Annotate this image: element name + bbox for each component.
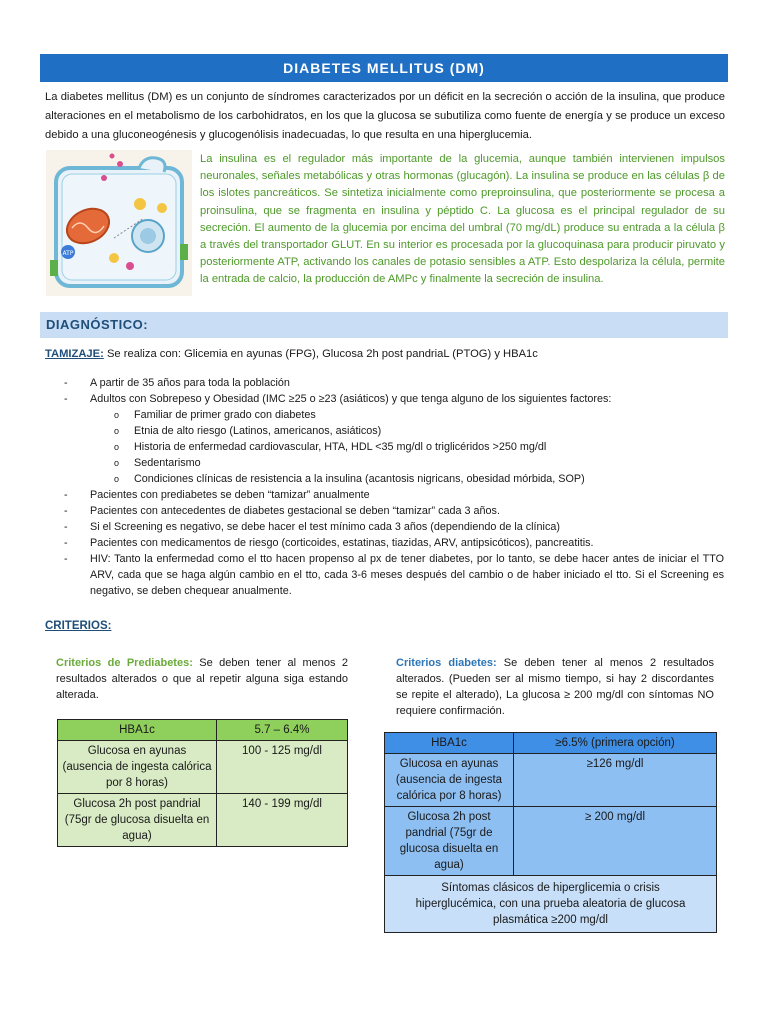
table-cell: 100 - 125 mg/dl (217, 741, 348, 794)
atp-label: ATP (62, 250, 74, 257)
diabetes-description: Se deben tener al menos 2 resultados alterados. (Pueden ser al mismo tiempo, si hay 2 discordantes se repite el alterado), La glucosa ≥ 200 mg/dl con síntomas NO requiere confirmación. (396, 657, 714, 717)
prediabetes-description: Se deben tener al menos 2 resultados alterados o que al repetir alguna siga estando alterada. (56, 657, 348, 701)
table-cell: ≥126 mg/dl (514, 754, 717, 807)
table-cell: ≥ 200 mg/dl (514, 807, 717, 876)
tamizaje-text: Se realiza con: Glicemia en ayunas (FPG), Glucosa 2h post pandriaL (PTOG) y HBA1c (103, 348, 538, 360)
diabetes-criteria-text (396, 655, 714, 719)
table-cell: 140 - 199 mg/dl (217, 794, 348, 847)
tamizaje-label: TAMIZAJE: (45, 348, 104, 360)
criterios-label: CRITERIOS: (45, 620, 112, 632)
intro-paragraph: La diabetes mellitus (DM) es un conjunto de síndromes caracterizados por un déficit en la secreción o acción de la insulina, que produce alteraciones en el metabolismo de los carbohidratos, en los que la glucosa se subutiliza como fuente de energía y se produce un exceso debido a una gluconeogénesis y glucogenólisis inadecuadas, lo que resulta en una hiperglucemia. (45, 91, 725, 141)
sub-list-item-text: Condiciones clínicas de resistencia a la insulina (acantosis nigricans, obesidad mórbida, SOP) (134, 473, 585, 485)
sub-list-item (64, 455, 724, 471)
list-item (64, 375, 724, 391)
bullet-marker: - (64, 537, 68, 549)
list-item (64, 503, 724, 519)
table-row (58, 794, 348, 847)
sub-list-item-text: Etnia de alto riesgo (Latinos, americanos, asiáticos) (134, 425, 382, 437)
list-item (64, 519, 724, 535)
diagnostico-header: DIAGNÓSTICO: (40, 312, 728, 338)
table-cell: HBA1c (58, 720, 217, 741)
table-row (385, 876, 717, 933)
bullet-marker: - (64, 489, 68, 501)
bullet-marker: - (64, 377, 68, 389)
table-cell: HBA1c (385, 733, 514, 754)
table-cell: 5.7 – 6.4% (217, 720, 348, 741)
bullet-marker: - (64, 505, 68, 517)
table-row (385, 807, 717, 876)
list-item (64, 391, 724, 407)
page-title: DIABETES MELLITUS (DM) (40, 54, 728, 82)
sub-bullet-marker: o (114, 426, 120, 436)
table-cell: Glucosa 2h post pandrial (75gr de glucosa disuelta en agua) (385, 807, 514, 876)
bullet-marker: - (64, 393, 68, 405)
sub-bullet-marker: o (114, 474, 120, 484)
list-item (64, 535, 724, 551)
list-item-text: Pacientes con prediabetes se deben “tamizar” anualmente (90, 489, 370, 501)
prediabetes-criteria-text (56, 655, 348, 703)
bullet-marker: - (64, 521, 68, 533)
table-cell: Síntomas clásicos de hiperglicemia o crisis hiperglucémica, con una prueba aleatoria de glucosa plasmática ≥200 mg/dl (385, 876, 717, 933)
sub-bullet-marker: o (114, 410, 120, 420)
table-cell: Glucosa 2h post pandrial (75gr de glucosa disuelta en agua) (58, 794, 217, 847)
list-item-text: Adultos con Sobrepeso y Obesidad (IMC ≥25 o ≥23 (asiáticos) y que tenga alguno de los siguientes factores: (90, 393, 612, 405)
list-item (64, 551, 724, 599)
sub-bullet-marker: o (114, 442, 120, 452)
table-row (385, 754, 717, 807)
prediabetes-table (57, 719, 348, 847)
table-row (58, 741, 348, 794)
list-item-text: HIV: Tanto la enfermedad como el tto hacen propenso al px de tener diabetes, por lo tanto, se debe hacer antes de iniciar el TTO ARV, cada que se haga algún cambio en el tto, cada 3-6 meses después del cambio o de haber iniciado el tto. Si el Screening es negativo, se deben chequear anualmente. (90, 553, 724, 597)
tamizaje-list (64, 375, 724, 599)
sub-bullet-marker: o (114, 458, 120, 468)
prediabetes-label: Criterios de Prediabetes: (56, 657, 193, 669)
sub-list-item-text: Sedentarismo (134, 457, 201, 469)
sub-list-item (64, 471, 724, 487)
sub-list-item-text: Historia de enfermedad cardiovascular, HTA, HDL <35 mg/dl o triglicéridos >250 mg/dl (134, 441, 547, 453)
sub-list-item-text: Familiar de primer grado con diabetes (134, 409, 316, 421)
list-item (64, 487, 724, 503)
diabetes-label: Criterios diabetes: (396, 657, 497, 669)
insulin-regulation-paragraph: La insulina es el regulador más importante de la glucemia, aunque también intervienen impulsos neuronales, señales metabólicas y otras hormonas (glucagón). La insulina se produce en las células β de los islotes pancreáticos. Se sintetiza inicialmente como preproinsulina, que posteriormente se procesa a proinsulina, que se fragmenta en insulina y péptido C. La glucosa es el principal regulador de su secreción. El aumento de la glucemia por encima del umbral (70 mg/dL) produce su entrada a la célula β a través del transportador GLUT. En su interior es procesada por la glucoquinasa para producir piruvato y posteriormente ATP, activando los canales de potasio sensibles a ATP. Esto despolariza la célula, permite la entrada de calcio, la producción de AMPc y finalmente la secreción de insulina. (200, 153, 725, 286)
list-item-text: Pacientes con medicamentos de riesgo (corticoides, estatinas, tiazidas, ARV, antipsicóticos), pancreatitis. (90, 537, 594, 549)
table-row (385, 733, 717, 754)
diabetes-table (384, 732, 717, 933)
table-row (58, 720, 348, 741)
tamizaje-line (45, 346, 725, 362)
sub-list-item (64, 423, 724, 439)
list-item-text: Pacientes con antecedentes de diabetes gestacional se deben “tamizar” cada 3 años. (90, 505, 500, 517)
sub-list-item (64, 407, 724, 423)
sub-list-item (64, 439, 724, 455)
list-item-text: Si el Screening es negativo, se debe hacer el test mínimo cada 3 años (dependiendo de la clínica) (90, 521, 560, 533)
table-cell: Glucosa en ayunas (ausencia de ingesta calórica por 8 horas) (385, 754, 514, 807)
beta-cell-illustration (44, 148, 194, 298)
table-cell: Glucosa en ayunas (ausencia de ingesta calórica por 8 horas) (58, 741, 217, 794)
bullet-marker: - (64, 553, 68, 565)
table-cell: ≥6.5% (primera opción) (514, 733, 717, 754)
list-item-text: A partir de 35 años para toda la población (90, 377, 290, 389)
